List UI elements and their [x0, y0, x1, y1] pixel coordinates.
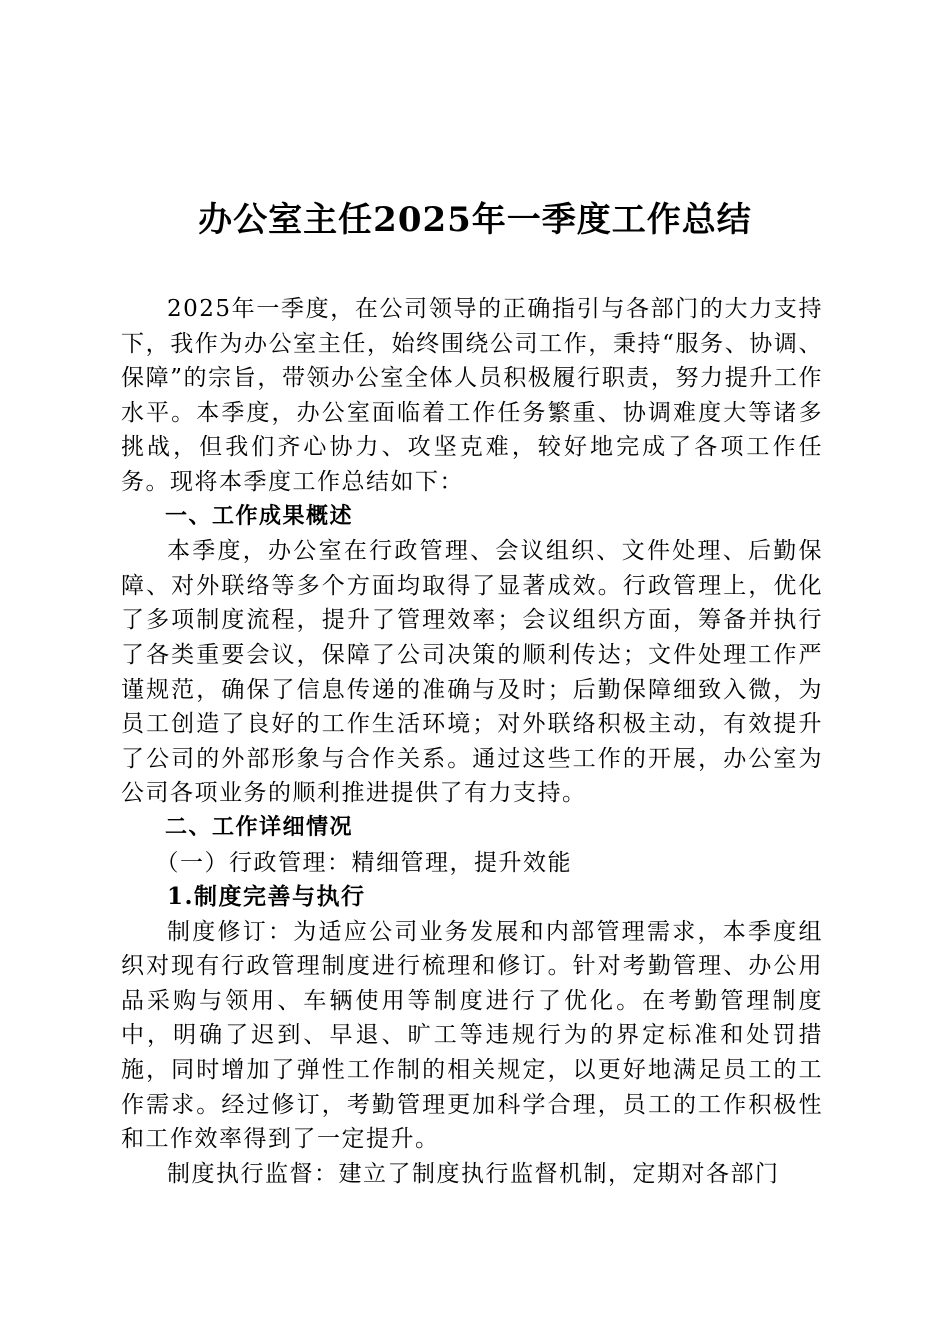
subsection-heading-admin: （一）行政管理：精细管理，提升效能	[155, 849, 572, 876]
document-body	[121, 292, 823, 1191]
system-supervision-paragraph: 制度执行监督：建立了制度执行监督机制，定期对各部门	[167, 1160, 780, 1187]
system-revision-paragraph: 制度修订：为适应公司业务发展和内部管理需求，本季度组织对现有行政管理制度进行梳理和修订。针对考勤管理、办公用品采购与领用、车辆使用等制度进行了优化。在考勤管理制度中，明确了迟到、早退、旷工等违规行为的界定标准和处罚措施，同时增加了弹性工作制的相关规定，以更好地满足员工的工作需求。经过修订，考勤管理更加科学合理，员工的工作积极性和工作效率得到了一定提升。	[121, 918, 823, 1153]
document-title: 办公室主任2025年一季度工作总结	[198, 200, 752, 240]
section-heading-details: 二、工作详细情况	[165, 814, 354, 840]
section-heading-overview: 一、工作成果概述	[165, 503, 354, 529]
intro-paragraph: 2025年一季度，在公司领导的正确指引与各部门的大力支持下，我作为办公室主任，始终围绕公司工作，秉持“服务、协调、保障”的宗旨，带领办公室全体人员积极履行职责，努力提升工作水平。本季度，办公室面临着工作任务繁重、协调难度大等诸多挑战，但我们齐心协力、攻坚克难，较好地完成了各项工作任务。现将本季度工作总结如下：	[121, 296, 823, 495]
overview-paragraph: 本季度，办公室在行政管理、会议组织、文件处理、后勤保障、对外联络等多个方面均取得了显著成效。行政管理上，优化了多项制度流程，提升了管理效率；会议组织方面，筹备并执行了各类重要会议，保障了公司决策的顺利传达；文件处理工作严谨规范，确保了信息传递的准确与及时；后勤保障细致入微，为员工创造了良好的工作生活环境；对外联络积极主动，有效提升了公司的外部形象与合作关系。通过这些工作的开展，办公室为公司各项业务的顺利推进提供了有力支持。	[121, 538, 823, 807]
item-heading-system: 1.制度完善与执行	[167, 883, 366, 911]
